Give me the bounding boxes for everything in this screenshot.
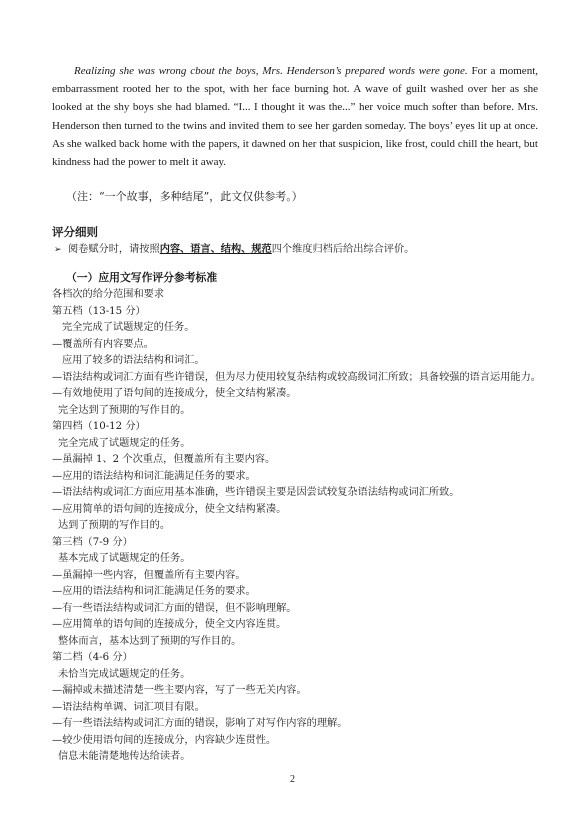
criteria-line: 第五档（13-15 分） [52,305,146,317]
criteria-line: 应用了较多的语法结构和词汇。 [62,355,205,366]
criteria-line: —应用的语法结构和词汇能满足任务的要求。 [52,470,256,482]
reference-note: （注：“一个故事，多种结尾”，此文仅供参考。） [66,190,303,203]
criteria-line: 完全达到了预期的写作目的。 [58,404,191,416]
section-heading: （一）应用文写作评分参考标准 [66,271,218,284]
criteria-line: —应用简单的语句间的连接成分，使全文结构紧凑。 [52,503,287,515]
criteria-line: 基本完成了试题规定的任务。 [58,553,191,564]
criteria-line: 整体而言，基本达到了预期的写作目的。 [58,635,242,647]
criteria-line: —语法结构或词汇方面应用基本准确，些许错误主要是因尝试较复杂语法结构或词汇所致。 [52,487,460,498]
criteria-line: —覆盖所有内容要点。 [52,338,154,350]
criteria-line: 完全完成了试题规定的任务。 [58,437,191,449]
criteria-line: 第四档（10-12 分） [52,421,146,432]
criteria-list [52,287,552,766]
scoring-heading: 评分细则 [52,225,98,239]
scoring-instruction [54,240,414,255]
page-number: 2 [290,774,295,785]
criteria-line: 各档次的给分范围和要求 [52,289,165,300]
criteria-line: 第二档（4-6 分） [52,652,133,663]
criteria-line: 未恰当完成试题规定的任务。 [58,668,191,680]
arrow-bullet-icon: ➢ [54,245,62,255]
criteria-line: —虽漏掉一些内容，但覆盖所有主要内容。 [52,569,246,581]
criteria-line: —有一些语法结构或词汇方面的错误，影响了对写作内容的理解。 [52,718,348,729]
essay-continuation [52,62,538,171]
instruction-suffix: 四个维度归档后给出综合评价。 [271,244,415,255]
criteria-line: —有效地使用了语句间的连接成分，使全文结构紧凑。 [52,388,297,399]
essay-italic-lead: Realizing she was wrong cbout the boys, Mrs. Henderson’s prepared words were gone. [74,65,468,77]
criteria-line: —较少使用语句间的连接成分，内容缺少连贯性。 [52,734,277,746]
criteria-line: —漏掉或未描述清楚一些主要内容，写了一些无关内容。 [52,685,307,696]
instruction-dimensions: 内容、语言、结构、规范 [159,243,272,255]
instruction-prefix: 阅卷赋分时，请按照 [68,244,160,255]
criteria-line: —应用简单的语句间的连接成分，使全文内容连贯。 [52,619,287,630]
criteria-line: —虽漏掉 1、2 个次重点，但覆盖所有主要内容。 [52,454,276,465]
essay-body: For a moment, embarrassment rooted her to the spot, with her face burning hot. A wave of guilt washed over her as she looked at the shy boys she had blamed. “I... I thought it was the...” her voice much softer than before. Mrs. Henderson then turned to the twins and invited them to see her garden someday. The boys’ eyes lit up at once. As she walked back home with the papers, it dawned on her that suspicion, like frost, could chill the heart, but kindness had the power to melt it away. [52,65,538,169]
criteria-line: —语法结构单调、词汇项目有限。 [52,701,205,713]
criteria-line: —应用的语法结构和词汇能满足任务的要求。 [52,586,256,597]
essay-paragraph [52,62,538,171]
criteria-line: 信息未能清楚地传达给读者。 [58,751,191,762]
criteria-line: 完全完成了试题规定的任务。 [62,322,195,333]
criteria-line: 达到了预期的写作目的。 [58,520,171,531]
criteria-line: —语法结构或词汇方面有些许错误，但为尽力使用较复杂结构或较高级词汇所致；具备较强的语言运用能力。 [52,371,541,383]
criteria-line: 第三档（7-9 分） [52,536,133,548]
criteria-line: —有一些语法结构或词汇方面的错误，但不影响理解。 [52,602,297,614]
